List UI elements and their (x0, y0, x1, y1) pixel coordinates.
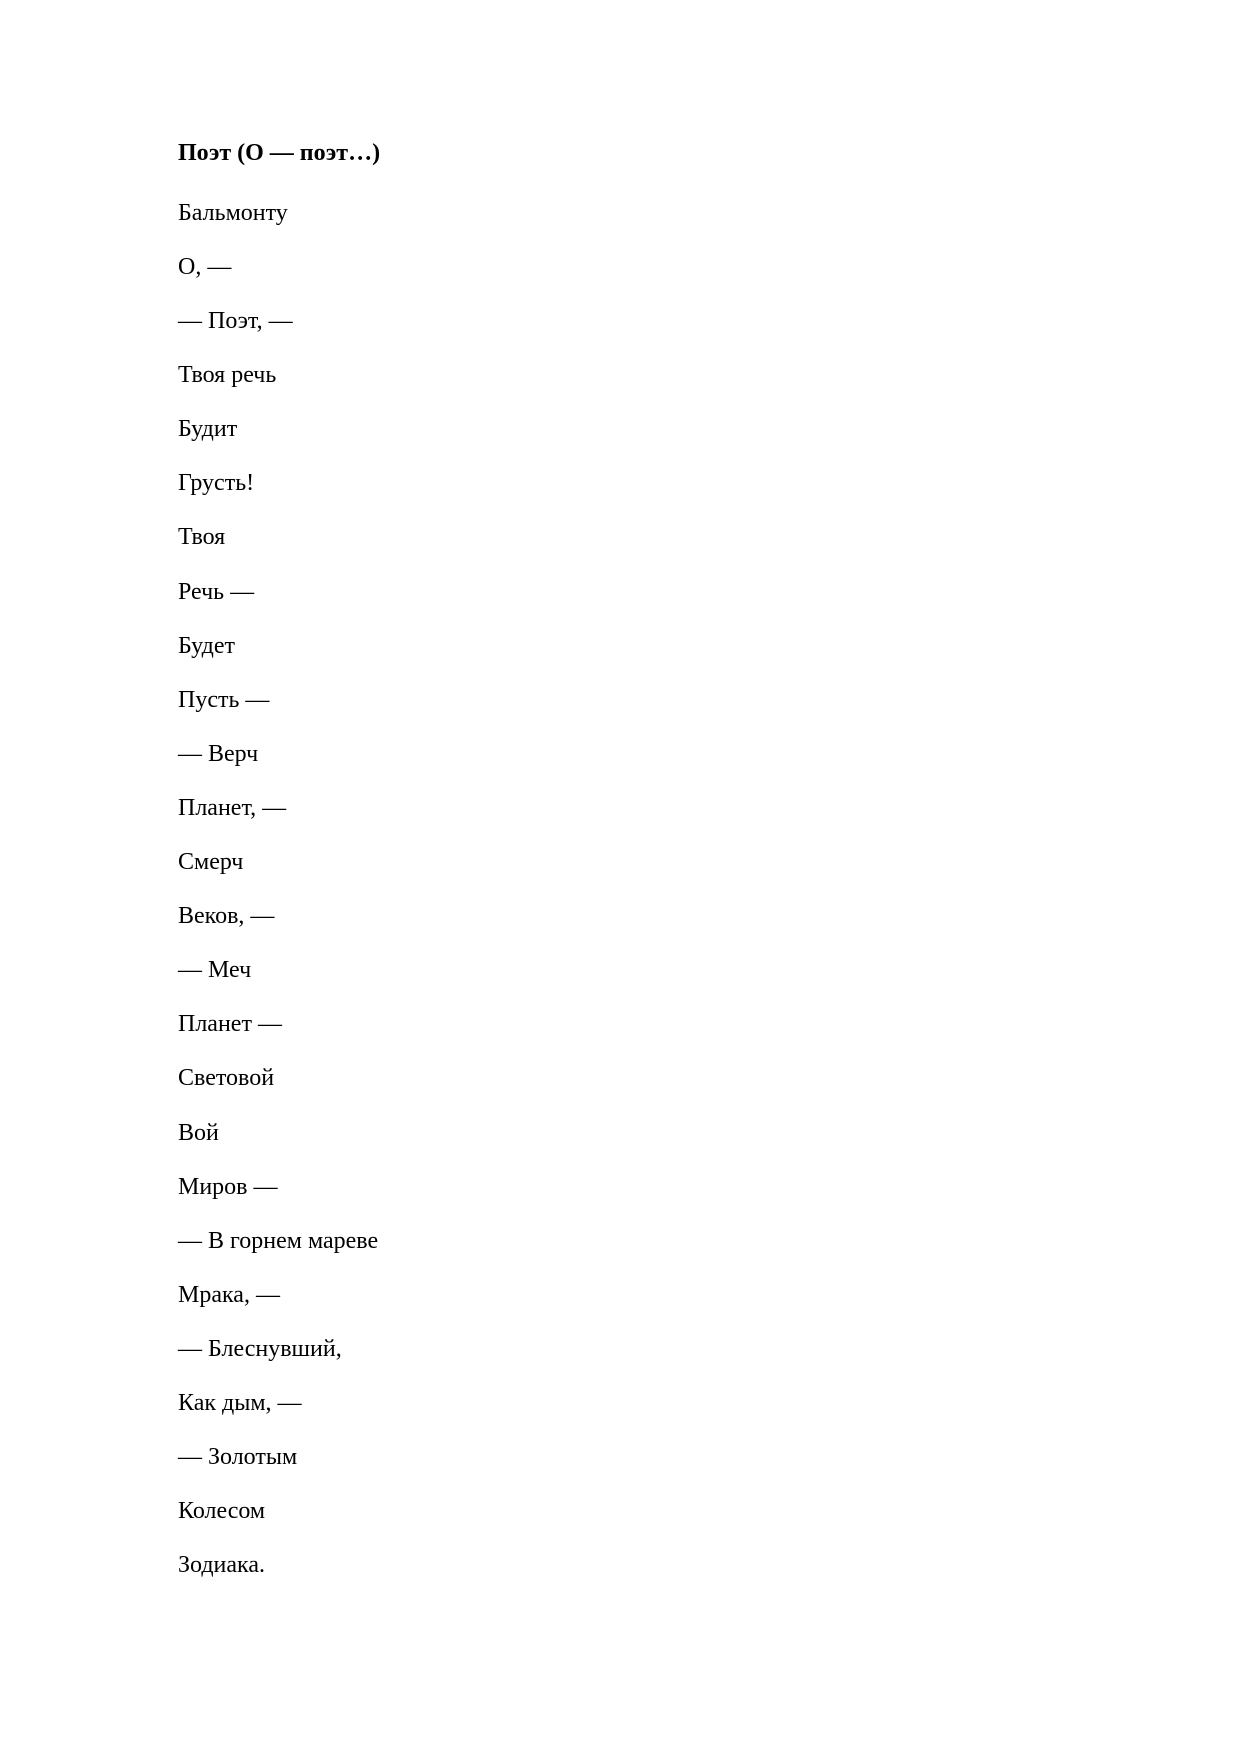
poem-line: Как дым, — (178, 1389, 302, 1416)
poem-line: Будит (178, 416, 238, 443)
poem-line: Твоя речь (178, 362, 277, 389)
poem-line: Будет (178, 632, 236, 659)
poem-line: Колесом (178, 1498, 266, 1525)
poem-line: Вой (178, 1119, 219, 1146)
poem-line: О, — (178, 254, 232, 280)
poem-line: Световой (178, 1065, 275, 1092)
poem-line: Смерч (178, 849, 244, 876)
poem-line: Планет — (178, 1011, 282, 1038)
poem-line: Грусть! (178, 470, 255, 497)
poem-title: Поэт (О — поэт…) (178, 140, 381, 166)
poem-line: — Поэт, — (178, 308, 293, 335)
poem-lines (178, 252, 1078, 1580)
poem-line: Зодиака. (178, 1552, 265, 1579)
poem-line: — Верч (178, 740, 259, 767)
poem-line: Речь — (178, 578, 255, 605)
poem-line: Миров — (178, 1173, 278, 1200)
poem-line: — Золотым (178, 1444, 298, 1471)
poem-line: Планет, — (178, 794, 287, 821)
poem-line: Мрака, — (178, 1281, 280, 1308)
poem-line: — Блеснувший, (178, 1335, 342, 1362)
poem-line: Твоя (178, 524, 226, 551)
poem-line: Веков, — (178, 903, 275, 930)
poem (178, 138, 1078, 1604)
poem-line: — В горнем мареве (178, 1227, 379, 1254)
poem-dedication: Бальмонту (178, 200, 288, 226)
poem-line: Пусть — (178, 686, 270, 713)
poem-line: — Меч (178, 957, 252, 984)
